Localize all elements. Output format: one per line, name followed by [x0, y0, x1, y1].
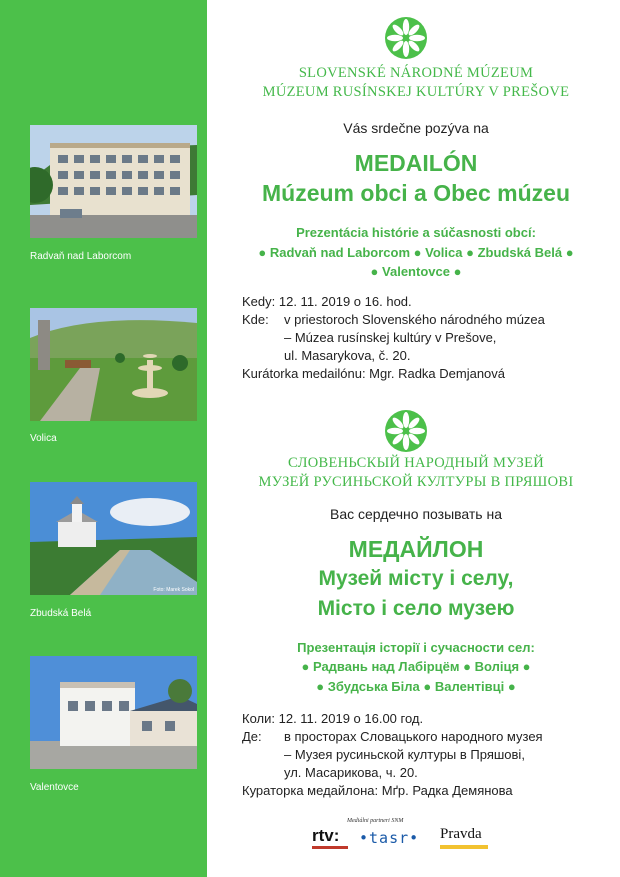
media-partners-label: Mediálni partneri SNM [347, 818, 404, 824]
villages-line [212, 677, 620, 696]
green-dot-icon: ● [423, 679, 432, 694]
green-dot-icon: ● [413, 245, 422, 260]
photo-caption: Volica [30, 433, 57, 444]
event-details [242, 293, 602, 383]
invitation-text: Вас сердечно позывать на [329, 506, 503, 522]
tasr-logo: •tasr• [359, 829, 420, 847]
where-line: v priestoroch Slovenského národného múzea [284, 312, 545, 327]
event-title: МЕДАЙЛОН [348, 536, 484, 562]
museum-name-line2: MÚZEUM RUSÍNSKEJ KULTÚRY V PREŠOVE [262, 84, 570, 100]
village-name: Валентівці [434, 679, 505, 694]
pravda-logo: Pravda [440, 826, 482, 842]
photo-radvan [30, 125, 197, 238]
village-name: Zbudská Belá [477, 245, 563, 260]
village-name: Radvaň nad Laborcom [269, 245, 411, 260]
houses-photo-icon [30, 656, 197, 769]
green-dot-icon: ● [466, 245, 474, 260]
fountain-photo-icon [30, 308, 197, 421]
event-subtitle: Музей місту і селу, [318, 567, 514, 590]
village-name: Збудська Біла [327, 679, 420, 694]
where-line: в просторах Словацького народного музея [284, 729, 543, 744]
where-line: ул. Масарикова, ч. 20. [284, 765, 418, 780]
museum-name-line2: МУЗЕЙ РУСИНЬСКОЙ КУЛТУРЫ В ПРЯШОВІ [258, 474, 574, 490]
green-dot-icon: ● [565, 245, 574, 260]
pravda-underline [440, 845, 488, 849]
flower-logo-icon [384, 16, 428, 60]
museum-name-line1: SLOVENSKÉ NÁRODNÉ MÚZEUM [298, 65, 534, 81]
presentation-subtitle: Prezentácia histórie a súčasnosti obcí: [296, 225, 536, 240]
event-subtitle: Місто і село музею [317, 597, 515, 620]
invitation-text: Vás srdečne pozýva na [343, 120, 489, 136]
villages-line [212, 657, 620, 676]
museum-name [212, 454, 620, 492]
photo-valentovce [30, 656, 197, 769]
photo-zbudska [30, 482, 197, 595]
presentation-subtitle: Презентація історії і сучасности сел: [297, 640, 535, 655]
green-dot-icon: ● [301, 659, 310, 674]
when-value: 12. 11. 2019 o 16. hod. [278, 294, 412, 309]
building-photo-icon [30, 125, 197, 238]
village-name: Volica [425, 245, 463, 260]
villages-line [212, 262, 620, 281]
event-subtitle: Múzeum obci a Obec múzeu [262, 180, 570, 206]
green-sidebar [0, 0, 207, 877]
museum-name-line1: СЛОВЕНЬСКЫЙ НАРОДНЫЙ МУЗЕЙ [287, 455, 545, 471]
photo-caption: Radvaň nad Laborcom [30, 251, 132, 262]
where-label: Kde: [242, 312, 269, 327]
when-label: Коли: [242, 711, 275, 726]
photo-volica [30, 308, 197, 421]
villages-line [212, 243, 620, 262]
village-name: Радвань над Лабірцём [312, 659, 460, 674]
green-dot-icon: ● [258, 245, 267, 260]
curator-line: Кураторка медайлона: Мґр. Радка Демянова [242, 783, 513, 798]
when-value: 12. 11. 2019 о 16.00 год. [278, 711, 424, 726]
flower-logo-icon [384, 409, 428, 453]
photo-caption: Valentovce [30, 782, 79, 793]
green-dot-icon: ● [453, 264, 462, 279]
where-label: Де: [242, 729, 262, 744]
village-name: Valentovce [382, 264, 450, 279]
where-line: – Múzea rusínskej kultúry v Prešove, [284, 330, 497, 345]
green-dot-icon: ● [370, 264, 379, 279]
event-details [242, 710, 602, 800]
green-dot-icon: ● [463, 659, 471, 674]
event-title: MEDAILÓN [354, 150, 478, 176]
rtv-logo: rtv: [312, 826, 340, 845]
when-label: Kedy: [242, 294, 276, 309]
village-name: Воліця [474, 659, 520, 674]
church-photo-icon [30, 482, 197, 595]
green-dot-icon: ● [522, 659, 531, 674]
museum-name [212, 64, 620, 102]
green-dot-icon: ● [316, 679, 325, 694]
photo-credit: Foto: Marek Sokol [153, 587, 194, 593]
curator-line: Kurátorka medailónu: Mgr. Radka Demjanová [242, 366, 506, 381]
where-line: – Музея русиньской културы в Пряшові, [284, 747, 525, 762]
green-dot-icon: ● [507, 679, 516, 694]
photo-caption: Zbudská Belá [30, 608, 92, 619]
where-line: ul. Masarykova, č. 20. [284, 348, 411, 363]
rtv-underline [312, 846, 348, 849]
